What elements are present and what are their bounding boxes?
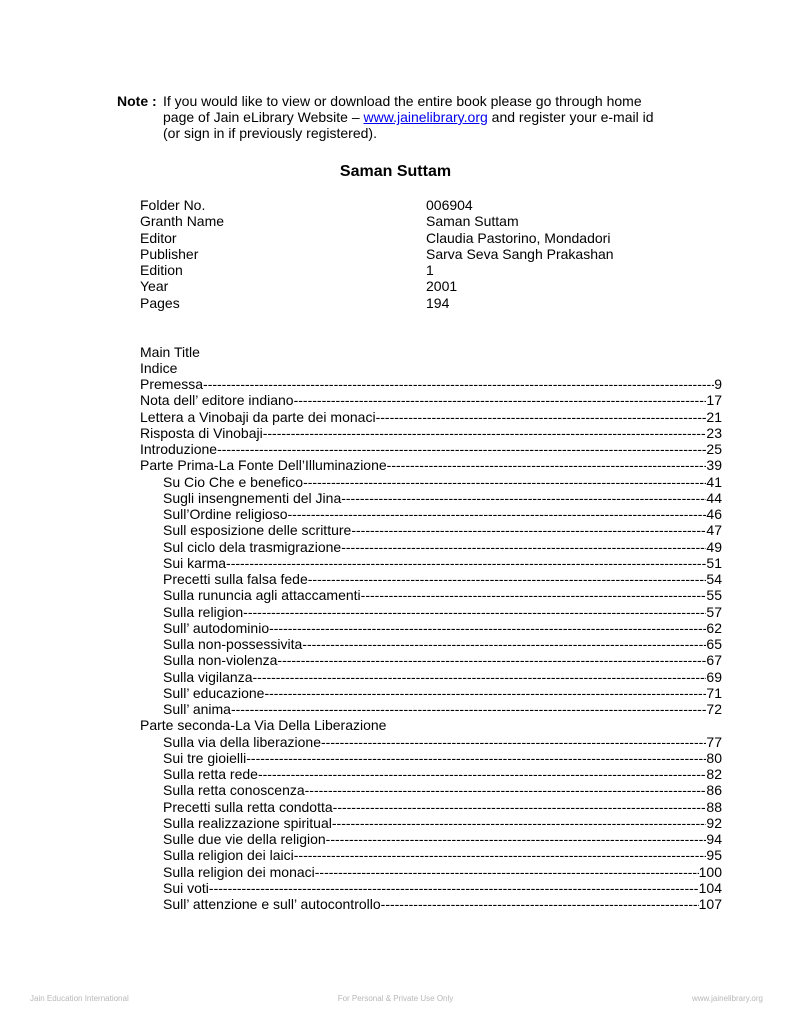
toc-entry [140,376,722,392]
table-of-contents [140,376,722,912]
metadata-label: Edition [140,262,183,279]
metadata-label: Publisher [140,245,199,262]
toc-entry-title: Su Cio Che e benefico [163,473,304,490]
toc-leader [269,620,706,636]
toc-entry-title: Introduzione [140,441,218,457]
toc-entry [140,490,722,506]
toc-entry [140,652,722,668]
toc-leader [258,766,706,782]
toc-entry [140,636,722,652]
toc-entry-title: Sulla religion [163,603,244,620]
toc-entry-title: Sull’ anima [163,701,231,717]
toc-entry-title: Sull’ autodominio [163,619,270,636]
toc-entry-page: 41 [706,473,722,490]
toc-entry-page: 82 [706,766,722,782]
main-title-label: Main Title [140,344,200,360]
metadata-label: Year [140,278,169,295]
toc-entry [140,815,722,831]
footer-left: Jain Education International [30,994,129,1003]
toc-entry-page: 77 [706,733,722,750]
note-text [163,93,677,141]
toc-entry-title: Sulla religion dei laici [163,847,294,864]
toc-entry [140,571,722,587]
toc-entry [140,782,722,798]
index-label: Indice [140,360,178,376]
toc-entry-title: Sulla religion dei monaci [163,863,315,880]
metadata-value: 1 [426,262,434,279]
toc-entry-page: 47 [706,522,722,539]
toc-entry [140,799,722,815]
toc-entry [140,457,722,473]
toc-entry-page: 9 [714,376,722,392]
toc-leader [294,847,707,863]
toc-leader [203,376,714,392]
toc-entry [140,717,722,733]
toc-entry-title: Sui voti [163,879,209,896]
toc-entry-page: 88 [706,798,722,815]
toc-entry-page: 25 [706,441,722,457]
toc-leader [263,425,707,441]
toc-leader [332,815,707,831]
toc-entry [140,506,722,522]
toc-entry-title: Parte seconda-La Via Della Liberazione [140,717,387,734]
metadata-value: 2001 [426,278,458,295]
note-line-1: If you would like to view or download the entire book please go through home [163,93,642,109]
toc-entry-page: 100 [698,863,722,880]
toc-entry-page: 72 [706,701,722,717]
metadata-row [140,197,660,213]
toc-leader [294,392,707,408]
toc-entry-page: 49 [706,538,722,555]
toc-leader [381,896,699,912]
footer-right: www.jainelibrary.org [692,994,763,1003]
toc-leader [246,750,706,766]
metadata-label: Folder No. [140,197,206,213]
metadata-value: 006904 [426,197,473,213]
toc-entry-page: 67 [706,652,722,669]
toc-entry-page: 39 [706,457,722,474]
metadata-table [140,197,660,311]
toc-entry-page: 44 [706,489,722,506]
toc-entry-title: Parte Prima-La Fonte Dell’Illuminazione [140,457,387,474]
toc-entry-page: 62 [706,619,722,636]
toc-entry-title: Precetti sulla falsa fede [163,571,308,587]
toc-entry [140,880,722,896]
toc-entry-title: Sulla retta conoscenza [163,782,305,799]
note-block [117,93,677,141]
toc-entry [140,587,722,603]
metadata-value: Sarva Seva Sangh Prakashan [426,245,614,262]
toc-entry [140,522,722,538]
toc-entry [140,685,722,701]
metadata-row [140,295,660,311]
metadata-label: Granth Name [140,213,225,230]
toc-leader [209,880,699,896]
note-line-3: (or sign in if previously registered). [163,125,377,141]
toc-entry [140,896,722,912]
toc-entry-title: Sui karma [163,554,227,571]
toc-entry-title: Sulla non-violenza [163,652,278,669]
toc-entry-page: 69 [706,668,722,685]
toc-entry [140,425,722,441]
toc-leader [231,701,706,717]
document-title: Saman Suttam [339,163,452,180]
toc-entry [140,864,722,880]
toc-leader [321,734,706,750]
note-label: Note : [117,93,157,109]
toc-leader [341,490,706,506]
toc-entry-title: Sulla realizzazione spiritual [163,814,332,831]
toc-entry [140,831,722,847]
toc-entry [140,474,722,490]
toc-leader [264,685,706,701]
toc-entry-page: 94 [706,831,722,847]
toc-entry-page: 23 [706,424,722,441]
metadata-value: Claudia Pastorino, Mondadori [426,229,611,246]
toc-entry-title: Sull’ educazione [163,684,265,701]
toc-entry-page: 57 [706,603,722,620]
toc-entry [140,392,722,408]
jainelibrary-link[interactable]: www.jainelibrary.org [363,109,488,125]
toc-entry [140,701,722,717]
toc-entry-title: Sulla rununcia agli attaccamenti [163,587,361,604]
toc-entry [140,847,722,863]
toc-entry-title: Sugli insengnementi del Jina [163,489,342,506]
toc-entry [140,734,722,750]
toc-entry-title: Sull’ attenzione e sull’ autocontrollo [163,896,381,912]
toc-entry [140,409,722,425]
toc-entry-title: Nota dell’ editore indiano [140,392,294,409]
toc-entry-page: 54 [706,571,722,587]
metadata-row [140,262,660,278]
toc-leader [376,409,707,425]
toc-leader [333,799,707,815]
toc-entry-page: 71 [706,684,722,701]
toc-leader [361,587,707,603]
toc-entry-page: 55 [706,587,722,604]
toc-entry-page: 51 [706,554,722,571]
toc-leader [351,522,706,538]
toc-leader [253,669,707,685]
toc-entry-page: 17 [706,392,722,409]
toc-entry-page: 104 [698,879,722,896]
toc-entry-title: Sulla vigilanza [163,668,253,685]
toc-leader [303,474,706,490]
toc-leader [226,555,706,571]
toc-leader [305,782,707,798]
toc-leader [288,506,707,522]
metadata-row [140,246,660,262]
metadata-value: Saman Suttam [426,213,519,230]
toc-entry-page: 80 [706,749,722,766]
toc-entry-title: Lettera a Vinobaji da parte dei monaci [140,408,376,425]
toc-entry-title: Sul ciclo dela trasmigrazione [163,538,342,555]
toc-entry-title: Sull’Ordine religioso [163,506,288,522]
toc-leader [217,441,706,457]
metadata-value: 194 [426,294,450,311]
toc-entry-title: Premessa [140,376,204,392]
toc-entry-title: Risposta di Vinobaji [140,424,263,441]
toc-entry-title: Precetti sulla retta condotta [163,798,333,815]
toc-leader [326,831,707,847]
toc-entry [140,555,722,571]
toc-leader [302,636,706,652]
note-line-2-post: and register your e-mail id [487,109,654,125]
toc-entry-title: Sulla via della liberazione [163,733,321,750]
footer-center: For Personal & Private Use Only [337,994,454,1003]
metadata-label: Editor [140,229,177,246]
toc-leader [308,571,707,587]
toc-leader [277,652,706,668]
metadata-label: Pages [140,294,180,311]
toc-entry-page: 86 [706,782,722,799]
note-line-2 [163,109,677,125]
note-line-2-pre: page of Jain eLibrary Website – [163,109,364,125]
toc-entry-page: 21 [706,408,722,425]
metadata-row [140,230,660,246]
toc-entry [140,441,722,457]
toc-entry-title: Sulla non-possessivita [163,636,303,652]
toc-entry-title: Sull esposizione delle scritture [163,522,352,539]
toc-entry [140,604,722,620]
toc-leader [341,539,706,555]
metadata-row [140,278,660,294]
toc-entry [140,669,722,685]
toc-entry-page: 46 [706,506,722,522]
toc-entry-page: 92 [706,814,722,831]
toc-leader [387,457,707,473]
toc-leader [315,864,699,880]
toc-entry [140,539,722,555]
metadata-row [140,213,660,229]
toc-entry-page: 65 [706,636,722,652]
toc-entry-page: 107 [698,896,722,912]
toc-entry [140,620,722,636]
toc-entry-title: Sulle due vie della religion [163,831,326,847]
toc-entry-title: Sui tre gioielli [163,749,247,766]
toc-entry [140,750,722,766]
toc-entry [140,766,722,782]
toc-entry-title: Sulla retta rede [163,766,258,782]
toc-entry-page: 95 [706,847,722,864]
toc-leader [243,604,706,620]
